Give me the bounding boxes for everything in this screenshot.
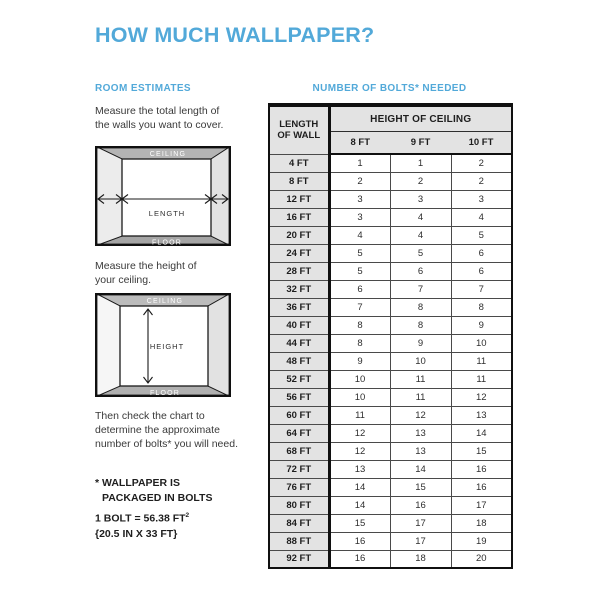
row-length-label: 20 FT	[269, 226, 329, 244]
bolt-count-cell: 7	[390, 280, 451, 298]
bolt-count-cell: 12	[451, 388, 512, 406]
bolt-count-cell: 13	[451, 406, 512, 424]
page-title: HOW MUCH WALLPAPER?	[95, 23, 375, 47]
bolt-size-line1: 1 BOLT = 56.38 FT	[95, 512, 186, 525]
table-row	[269, 442, 512, 460]
bolt-count-cell: 2	[451, 172, 512, 190]
row-length-label: 88 FT	[269, 532, 329, 550]
table-row	[269, 478, 512, 496]
table-row	[269, 496, 512, 514]
bolts-needed-heading: NUMBER OF BOLTS* NEEDED	[312, 83, 467, 94]
bolt-count-cell: 2	[390, 172, 451, 190]
column-header-8ft: 8 FT	[329, 132, 390, 155]
left-wall	[95, 293, 120, 397]
bolt-count-cell: 14	[390, 460, 451, 478]
column-header-10ft: 10 FT	[451, 132, 512, 155]
length-label: LENGTH	[148, 209, 186, 218]
row-length-label: 68 FT	[269, 442, 329, 460]
bolt-count-cell: 8	[329, 316, 390, 334]
bolt-count-cell: 14	[329, 478, 390, 496]
corner-header	[269, 105, 329, 154]
bolts-footnote	[95, 476, 212, 506]
table-row	[269, 388, 512, 406]
row-length-label: 16 FT	[269, 208, 329, 226]
bolt-count-cell: 5	[451, 226, 512, 244]
table-row	[269, 190, 512, 208]
column-header-9ft: 9 FT	[390, 132, 451, 155]
bolt-count-cell: 13	[390, 442, 451, 460]
bolt-count-cell: 17	[451, 496, 512, 514]
bolt-count-cell: 16	[329, 550, 390, 568]
bolt-count-cell: 6	[451, 262, 512, 280]
row-length-label: 12 FT	[269, 190, 329, 208]
row-length-label: 80 FT	[269, 496, 329, 514]
room-height-diagram	[95, 293, 231, 397]
bolt-count-cell: 7	[329, 298, 390, 316]
bolt-count-cell: 6	[451, 244, 512, 262]
bolt-count-cell: 2	[451, 154, 512, 172]
bolts-table	[268, 103, 513, 569]
row-length-label: 52 FT	[269, 370, 329, 388]
bolt-count-cell: 20	[451, 550, 512, 568]
bolt-count-cell: 13	[329, 460, 390, 478]
row-length-label: 64 FT	[269, 424, 329, 442]
step2-text	[95, 259, 197, 287]
corner-header-line2: OF WALL	[277, 130, 321, 142]
bolt-count-cell: 4	[390, 226, 451, 244]
step3-line2: determine the approximate	[95, 424, 220, 436]
bolt-count-cell: 4	[390, 208, 451, 226]
bolt-count-cell: 18	[390, 550, 451, 568]
bolt-count-cell: 1	[390, 154, 451, 172]
bolt-count-cell: 6	[329, 280, 390, 298]
floor-label: FLOOR	[149, 390, 181, 397]
table-row	[269, 406, 512, 424]
bolt-count-cell: 9	[390, 334, 451, 352]
height-label: HEIGHT	[149, 342, 185, 351]
bolt-count-cell: 17	[390, 532, 451, 550]
bolt-count-cell: 10	[451, 334, 512, 352]
table-row	[269, 514, 512, 532]
table-row	[269, 298, 512, 316]
ceiling-label: CEILING	[149, 151, 187, 158]
row-length-label: 40 FT	[269, 316, 329, 334]
table-row	[269, 316, 512, 334]
step2-line1: Measure the height of	[95, 260, 197, 272]
step1-line1: Measure the total length of	[95, 105, 220, 117]
row-length-label: 72 FT	[269, 460, 329, 478]
bolt-count-cell: 5	[329, 262, 390, 280]
table-row	[269, 154, 512, 172]
bolt-count-cell: 8	[390, 316, 451, 334]
right-wall	[208, 293, 231, 397]
bolt-count-cell: 13	[390, 424, 451, 442]
bolt-count-cell: 3	[329, 208, 390, 226]
table-row	[269, 460, 512, 478]
step3-line3: number of bolts* you will need.	[95, 438, 238, 450]
row-length-label: 32 FT	[269, 280, 329, 298]
bolt-count-cell: 16	[329, 532, 390, 550]
bolt-count-cell: 5	[390, 244, 451, 262]
bolt-count-cell: 12	[329, 424, 390, 442]
table-row	[269, 532, 512, 550]
bolt-count-cell: 12	[329, 442, 390, 460]
bolts-table-body	[269, 154, 512, 568]
step3-text	[95, 409, 238, 451]
bolt-count-cell: 11	[390, 388, 451, 406]
bolt-count-cell: 15	[390, 478, 451, 496]
bolt-size-line2: {20.5 IN X 33 FT}	[95, 527, 178, 540]
step2-line2: your ceiling.	[95, 274, 152, 286]
row-length-label: 36 FT	[269, 298, 329, 316]
height-of-ceiling-header: HEIGHT OF CEILING	[329, 105, 512, 132]
step1-line2: the walls you want to cover.	[95, 119, 224, 131]
row-length-label: 56 FT	[269, 388, 329, 406]
corner-header-line1: LENGTH	[279, 118, 319, 130]
bolt-count-cell: 1	[329, 154, 390, 172]
table-row	[269, 550, 512, 568]
bolt-count-cell: 2	[329, 172, 390, 190]
bolt-count-cell: 11	[329, 406, 390, 424]
bolt-size-info	[95, 508, 189, 542]
bolt-count-cell: 8	[329, 334, 390, 352]
bolt-count-cell: 12	[390, 406, 451, 424]
table-row	[269, 352, 512, 370]
row-length-label: 60 FT	[269, 406, 329, 424]
bolt-count-cell: 9	[329, 352, 390, 370]
footnote-line1: * WALLPAPER IS	[95, 477, 180, 489]
bolt-count-cell: 5	[329, 244, 390, 262]
bolt-count-cell: 8	[390, 298, 451, 316]
table-row	[269, 370, 512, 388]
bolt-count-cell: 14	[329, 496, 390, 514]
room-length-diagram	[95, 146, 231, 246]
bolt-count-cell: 11	[451, 352, 512, 370]
bolt-count-cell: 16	[451, 478, 512, 496]
back-wall	[122, 159, 211, 236]
room-estimates-heading: ROOM ESTIMATES	[95, 83, 191, 94]
bolt-count-cell: 8	[451, 298, 512, 316]
bolt-count-cell: 15	[451, 442, 512, 460]
row-length-label: 24 FT	[269, 244, 329, 262]
bolt-count-cell: 15	[329, 514, 390, 532]
step3-line1: Then check the chart to	[95, 410, 205, 422]
bolt-count-cell: 3	[390, 190, 451, 208]
bolt-count-cell: 10	[390, 352, 451, 370]
row-length-label: 48 FT	[269, 352, 329, 370]
table-row	[269, 172, 512, 190]
right-wall	[211, 146, 231, 246]
row-length-label: 28 FT	[269, 262, 329, 280]
bolt-count-cell: 10	[329, 388, 390, 406]
floor-label: FLOOR	[151, 239, 183, 246]
bolt-count-cell: 14	[451, 424, 512, 442]
bolt-count-cell: 6	[390, 262, 451, 280]
bolt-count-cell: 17	[390, 514, 451, 532]
bolts-table-head	[269, 105, 512, 154]
bolt-count-cell: 11	[390, 370, 451, 388]
row-length-label: 84 FT	[269, 514, 329, 532]
table-row	[269, 280, 512, 298]
step1-text	[95, 104, 223, 132]
table-row	[269, 334, 512, 352]
row-length-label: 92 FT	[269, 550, 329, 568]
ceiling-label: CEILING	[146, 298, 184, 305]
footnote-line2: PACKAGED IN BOLTS	[102, 492, 213, 504]
bolt-count-cell: 19	[451, 532, 512, 550]
row-length-label: 4 FT	[269, 154, 329, 172]
table-row	[269, 244, 512, 262]
table-row	[269, 262, 512, 280]
group-header-row	[269, 105, 512, 132]
table-row	[269, 226, 512, 244]
bolt-count-cell: 3	[451, 190, 512, 208]
bolt-count-cell: 11	[451, 370, 512, 388]
bolt-count-cell: 16	[390, 496, 451, 514]
bolt-count-cell: 3	[329, 190, 390, 208]
bolt-count-cell: 7	[451, 280, 512, 298]
bolt-count-cell: 4	[329, 226, 390, 244]
row-length-label: 76 FT	[269, 478, 329, 496]
bolt-count-cell: 9	[451, 316, 512, 334]
bolt-count-cell: 10	[329, 370, 390, 388]
table-row	[269, 424, 512, 442]
bolt-size-superscript: 2	[185, 512, 190, 519]
table-row	[269, 208, 512, 226]
row-length-label: 44 FT	[269, 334, 329, 352]
bolt-count-cell: 18	[451, 514, 512, 532]
bolt-count-cell: 16	[451, 460, 512, 478]
bolt-count-cell: 4	[451, 208, 512, 226]
row-length-label: 8 FT	[269, 172, 329, 190]
